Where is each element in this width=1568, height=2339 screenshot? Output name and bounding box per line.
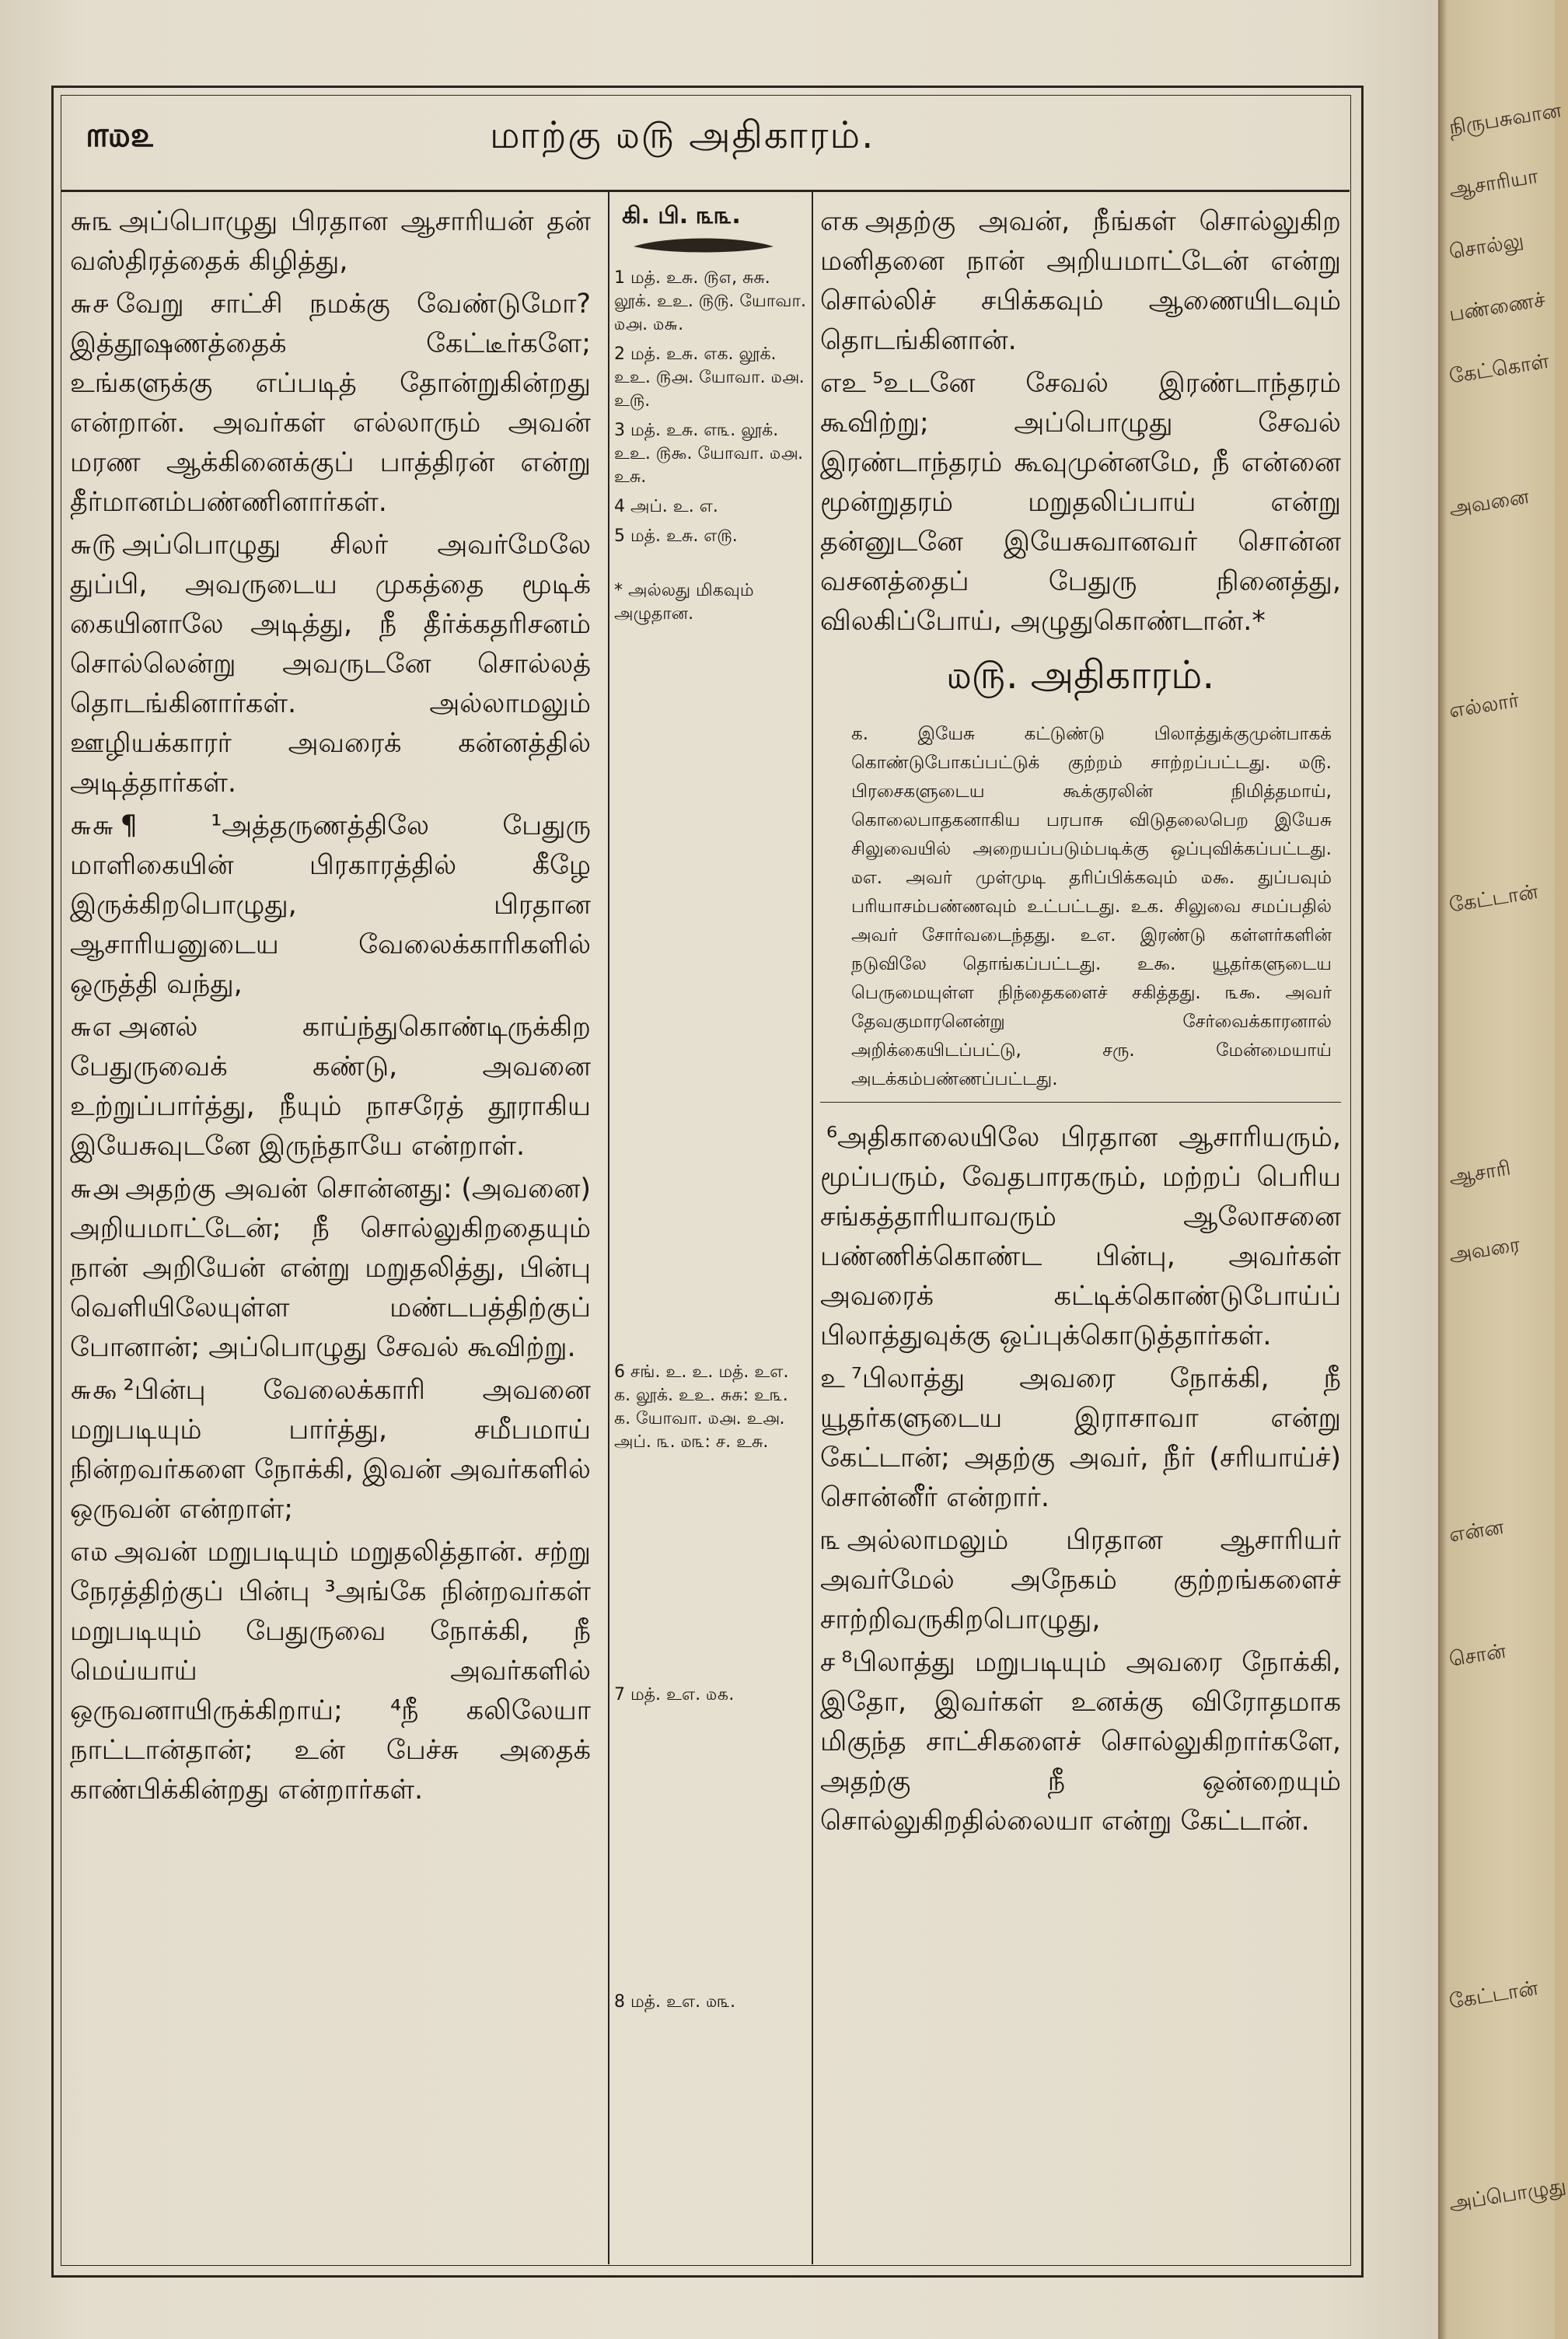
next-page-fragment: சொல்லு	[1448, 229, 1526, 264]
verse	[820, 1359, 1341, 1518]
verse	[70, 202, 591, 281]
next-page-edge	[1438, 0, 1568, 2339]
verse-text: ²பின்பு வேலைக்காரி அவனை மறுபடியும் பார்த்து, சமீபமாய் நின்றவர்களை நோக்கி, இவன் அவர்களில் ஒருவன் என்றாள்;	[70, 1375, 591, 1525]
cross-reference	[614, 1991, 808, 2020]
cross-reference-text: 7 மத். உஎ. ௰௧.	[614, 1685, 735, 1704]
cross-reference: 5 மத். உசு. எ௫.	[614, 526, 738, 546]
cross-reference: 4 அப். உ. எ.	[614, 497, 718, 516]
next-page-fragment: அப்பொழுது	[1448, 2174, 1568, 2216]
verse-number: ௬௪	[70, 288, 110, 320]
header-rule	[61, 190, 1350, 192]
cross-reference: 2 மத். உசு. எக. லூக். உஉ. ௫௮. யோவா. ௰௮. உ௫.	[614, 344, 805, 411]
verse	[820, 364, 1341, 642]
right-column	[820, 202, 1341, 1844]
verse	[70, 1170, 591, 1368]
verse-number: ௩	[820, 1525, 841, 1556]
verse	[70, 1533, 591, 1810]
cross-reference-text: 6 சங். உ. உ. மத். உஎ. க. லூக். உஉ. சுசு: உ௩. க. யோவா. ௰௮. உ௮. அப். ௩. ௰௩: ச. உசு.	[614, 1362, 789, 1452]
verse-text: ⁶அதிகாலையிலே பிரதான ஆசாரியரும், மூப்பரும், வேதபாரகரும், மற்றப் பெரிய சங்கத்தாரியாவரும் ஆலோசனை பண்ணிக்கொண்ட பின்பு, அவர்கள் அவரைக் கட்டிக்கொண்டுபோய்ப் பிலாத்துவுக்கு ஒப்புக்கொடுத்தார்கள்.	[820, 1122, 1341, 1351]
footnote: * அல்லது மிகவும் அழுதான.	[614, 581, 754, 624]
verse-text: அனல் காய்ந்துகொண்டிருக்கிற பேதுருவைக் கண்டு, அவனை உற்றுப்பார்த்து, நீயும் நாசரேத் தூராகிய இயேசுவுடனே இருந்தாயே என்றாள்.	[70, 1012, 591, 1162]
verse-text: அதற்கு அவன், நீங்கள் சொல்லுகிற மனிதனை நான் அறியமாட்டேன் என்று சொல்லிச் சபிக்கவும் ஆணையிடவும் தொடங்கினான்.	[820, 206, 1341, 356]
chapter-heading: ௰௫. அதிகாரம்.	[946, 652, 1215, 698]
cross-reference	[614, 1683, 808, 1713]
verse	[70, 526, 591, 803]
chapter-summary: க. இயேசு கட்டுண்டு பிலாத்துக்குமுன்பாகக் கொண்டுபோகப்பட்டுக் குற்றம் சாற்றப்பட்டது. ௰௫. பிரசைகளுடைய கூக்குரலின் நிமித்தமாய், கொலைபாதகனாகிய பரபாசு விடுதலைபெற இயேசு சிலுவையில் அறையப்படும்படிக்கு ஒப்புவிக்கப்பட்டது. ௰எ. அவர் முள்முடி தரிப்பிக்கவும் ௰௯. துப்பவும் பரியாசம்பண்ணவும் உட்பட்டது. உக. சிலுவை சமப்பதில் அவர் சோர்வடைந்தது. உஎ. இரண்டு கள்ளர்களின் நடுவிலே தொங்கப்பட்டது. உ௯. யூதர்களுடைய பெருமையுள்ள நிந்தைகளைச் சகித்தது. ௩௯. அவர் தேவகுமாரனென்று சேர்வைக்காரனால் அறிக்கையிடப்பட்டு, சரு. மேன்மையாய் அடக்கம்பண்ணப்பட்டது.	[820, 720, 1341, 1103]
verse-text: வேறு சாட்சி நமக்கு வேண்டுமோ? இத்தூஷணத்தைக் கேட்டீர்களே; உங்களுக்கு எப்படித் தோன்றுகின்றது என்றான். அவர்கள் எல்லாரும் அவன் மரண ஆக்கினைக்குப் பாத்திரன் என்று தீர்மானம்பண்ணினார்கள்.	[70, 288, 591, 518]
verse-number: எக	[820, 206, 859, 237]
next-page-fragment: எல்லார்	[1448, 688, 1521, 723]
verse-text: ⁸பிலாத்து மறுபடியும் அவரை நோக்கி, இதோ, இவர்கள் உனக்கு விரோதமாக மிகுந்த சாட்சிகளைச் சொல்லுகிறார்களே, அதற்கு நீ ஒன்றையும் சொல்லுகிறதில்லையா என்று கேட்டான்.	[820, 1647, 1341, 1837]
verse	[70, 806, 591, 1005]
verse	[70, 1371, 591, 1530]
cross-reference	[614, 1361, 808, 1460]
next-page-fragment: சொன்	[1448, 1639, 1508, 1672]
verse-number: ௬௭	[70, 1012, 113, 1043]
next-page-fragment: ஆசாரி	[1448, 1156, 1513, 1190]
page-number: ௱௰௨	[86, 115, 155, 155]
next-page-fragment: நிருபசுவான	[1448, 99, 1563, 140]
verse-number: ௬௬	[70, 810, 114, 841]
next-page-fragment: கேட்டான்	[1448, 879, 1540, 918]
verse-number: உ	[820, 1363, 845, 1394]
reference-column	[614, 202, 808, 2255]
verse-text: அப்பொழுது சிலர் அவர்மேலே துப்பி, அவருடைய முகத்தை மூடிக் கையினாலே அடித்து, நீ தீர்க்கதரிசனம் சொல்லென்று அவருடனே சொல்லத் தொடங்கினார்கள். அல்லாமலும் ஊழியக்காரர் அவரைக் கன்னத்தில் அடித்தார்கள்.	[70, 530, 591, 799]
verse	[820, 1118, 1341, 1356]
verse	[820, 1643, 1341, 1841]
verse-text: அதற்கு அவன் சொன்னது: (அவனை) அறியமாட்டேன்; நீ சொல்லுகிறதையும் நான் அறியேன் என்று மறுதலித்து, பின்பு வெளியிலேயுள்ள மண்டபத்திற்குப் போனான்; அப்பொழுது சேவல் கூவிற்று.	[70, 1173, 591, 1363]
cross-reference: 3 மத். உசு. எ௩. லூக். உஉ. ௫௯. யோவா. ௰௮. உசு.	[614, 421, 804, 487]
cross-reference: 1 மத். உசு. ௫௭, சுசு. லூக். உஉ. ௫௫. யோவா. ௰௮. ௰௬.	[614, 268, 806, 334]
next-page-fragment: கேட்டான்	[1448, 1976, 1540, 2014]
next-page-fragment: ஆசாரியா	[1448, 164, 1540, 202]
next-page-fragment: அவரை	[1448, 1232, 1522, 1267]
verse-text: ⁷பிலாத்து அவரை நோக்கி, நீ யூதர்களுடைய இராசாவா என்று கேட்டான்; அதற்கு அவர், நீர் (சரியாய்ச்) சொன்னீர் என்றார்.	[820, 1363, 1341, 1513]
flourish-ornament	[630, 237, 777, 256]
next-page-fragment: அவனை	[1448, 484, 1531, 521]
verse-number: ௬௩	[70, 206, 113, 237]
verse-number: ௬௫	[70, 530, 116, 561]
verse	[820, 202, 1341, 361]
next-page-fragment: கேட்கொள்	[1448, 349, 1551, 389]
verse	[70, 1008, 591, 1166]
verse-number: ௭௰	[70, 1537, 108, 1568]
running-title: மாற்கு ௰௫ அதிகாரம்.	[490, 114, 875, 157]
verse-text: ¶ ¹அத்தருணத்திலே பேதுரு மாளிகையின் பிரகாரத்தில் கீழே இருக்கிறபொழுது, பிரதான ஆசாரியனுடைய வேலைக்காரிகளில் ஒருத்தி வந்து,	[70, 810, 591, 1000]
verse-number: ௬௯	[70, 1375, 117, 1406]
column-divider-left	[608, 192, 609, 2264]
verse-text: அவன் மறுபடியும் மறுதலித்தான். சற்று நேரத்திற்குப் பின்பு ³அங்கே நின்றவர்கள் மறுபடியும் பேதுருவை நோக்கி, நீ மெய்யாய் அவர்களில் ஒருவனாயிருக்கிறாய்; ⁴நீ கலிலேயா நாட்டான்தான்; உன் பேச்சு அதைக் காண்பிக்கின்றது என்றார்கள்.	[70, 1537, 591, 1806]
verse	[820, 1521, 1341, 1640]
verse-text: ⁵உடனே சேவல் இரண்டாந்தரம் கூவிற்று; அப்பொழுது சேவல் இரண்டாந்தரம் கூவுமுன்னமே, நீ என்னை மூன்றுதரம் மறுதலிப்பாய் என்று தன்னுடனே இயேசுவானவர் சொன்ன வசனத்தைப் பேதுரு நினைத்து, விலகிப்போய், அழுதுகொண்டான்.*	[820, 368, 1341, 637]
next-page-fragment: என்ன	[1448, 1515, 1506, 1547]
cross-reference-text: 8 மத். உஎ. ௰௩.	[614, 1992, 736, 2012]
verse-number: ௬௮	[70, 1173, 120, 1204]
year-heading: கி. பி. ௩௩.	[622, 202, 741, 229]
left-column	[70, 202, 591, 1813]
verse	[70, 285, 591, 523]
page-header	[62, 109, 1345, 187]
verse-text: அல்லாமலும் பிரதான ஆசாரியர் அவர்மேல் அநேகம் குற்றங்களைச் சாற்றிவருகிறபொழுது,	[820, 1525, 1341, 1635]
verse-number: எஉ	[820, 368, 867, 399]
next-page-fragment: பண்ணைச்	[1448, 288, 1547, 327]
column-divider-right	[812, 192, 813, 2264]
verse-text: அப்பொழுது பிரதான ஆசாரியன் தன் வஸ்திரத்தைக் கிழித்து,	[70, 206, 591, 277]
verse-number: ச	[820, 1647, 836, 1678]
